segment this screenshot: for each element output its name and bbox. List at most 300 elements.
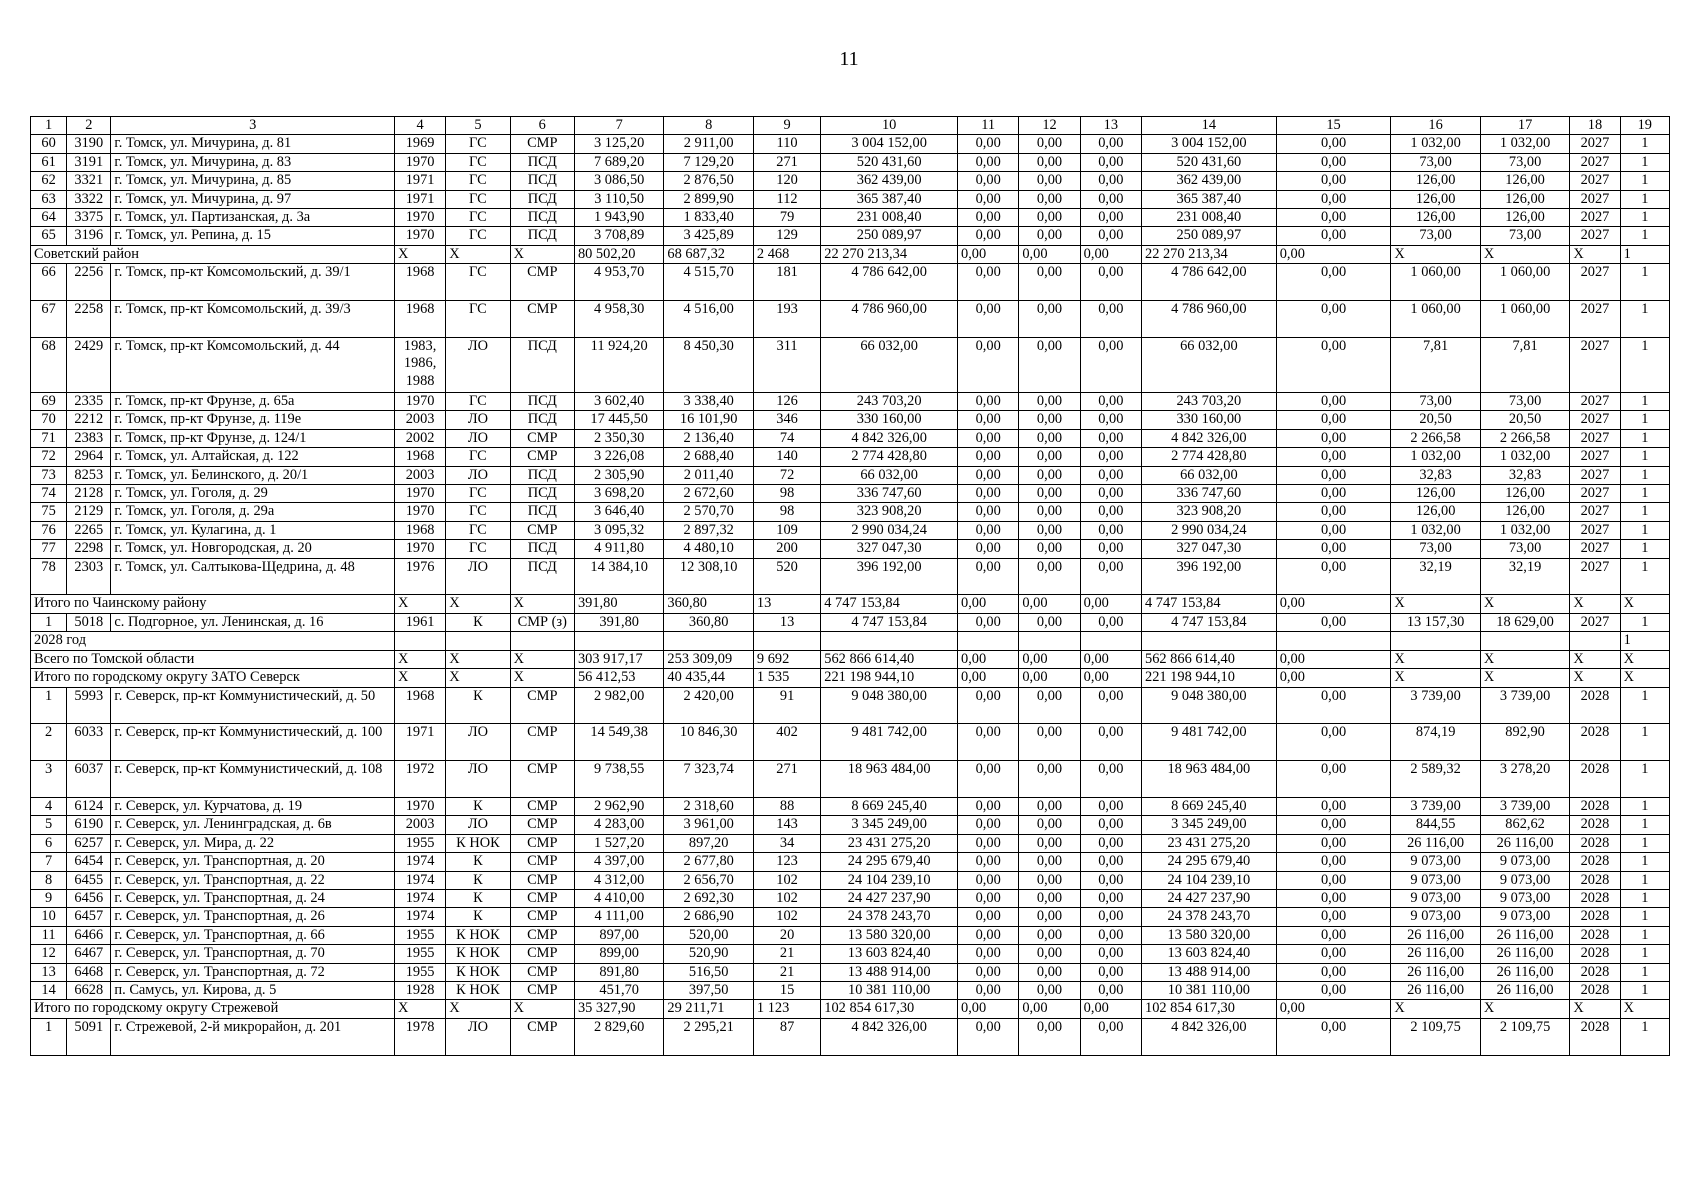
table-cell: 0,00 [958, 650, 1019, 668]
subtotal-row [31, 595, 1670, 613]
address-cell: с. Подгорное, ул. Ленинская, д. 16 [111, 613, 395, 631]
table-cell: 32,83 [1391, 466, 1480, 484]
table-cell: 0,00 [1019, 190, 1080, 208]
address-cell: г. Томск, пр-кт Фрунзе, д. 124/1 [111, 429, 395, 447]
table-cell: 2 656,70 [664, 871, 753, 889]
table-cell: 0,00 [1276, 485, 1391, 503]
table-cell: 3 095,32 [574, 521, 663, 539]
table-cell: 73,00 [1480, 227, 1569, 245]
table-cell: 1 032,00 [1480, 448, 1569, 466]
table-cell: 13 603 824,40 [1142, 945, 1277, 963]
table-cell: X [394, 595, 445, 613]
table-cell: 71 [31, 429, 67, 447]
table-cell: 75 [31, 503, 67, 521]
empty-cell [1480, 632, 1569, 650]
table-cell: 0,00 [1019, 209, 1080, 227]
table-cell: 21 [753, 945, 820, 963]
table-cell: 2 899,90 [664, 190, 753, 208]
table-cell: 73,00 [1480, 153, 1569, 171]
table-cell: 3196 [67, 227, 111, 245]
table-cell: 0,00 [1080, 172, 1141, 190]
table-cell: 0,00 [1019, 816, 1080, 834]
table-cell: ЛО [446, 816, 510, 834]
table-cell: 4 786 960,00 [1142, 301, 1277, 338]
table-cell: 2027 [1570, 393, 1620, 411]
table-cell: 2383 [67, 429, 111, 447]
table-cell: 0,00 [1019, 889, 1080, 907]
table-cell: 2298 [67, 540, 111, 558]
table-cell: 897,20 [664, 834, 753, 852]
table-cell: 66 032,00 [821, 466, 958, 484]
table-cell: 91 [753, 687, 820, 724]
table-row [31, 227, 1670, 245]
table-cell: 72 [753, 466, 820, 484]
table-cell: 63 [31, 190, 67, 208]
table-cell: 1 [1620, 908, 1669, 926]
table-cell: 3 110,50 [574, 190, 663, 208]
table-cell: 2 962,90 [574, 797, 663, 815]
table-cell: 250 089,97 [821, 227, 958, 245]
table-cell: 88 [753, 797, 820, 815]
table-cell: 6628 [67, 981, 111, 999]
table-cell: ГС [446, 135, 510, 153]
table-cell: 3 [31, 761, 67, 798]
table-cell: 1968 [394, 448, 445, 466]
table-cell: 24 427 237,90 [821, 889, 958, 907]
table-cell: 0,00 [958, 558, 1019, 595]
table-cell: 0,00 [1276, 245, 1391, 263]
table-cell: 0,00 [958, 429, 1019, 447]
table-cell: X [1480, 1000, 1569, 1018]
table-cell: 0,00 [1276, 337, 1391, 392]
table-cell: 2027 [1570, 613, 1620, 631]
table-cell: 26 116,00 [1391, 926, 1480, 944]
table-cell: 0,00 [1019, 245, 1080, 263]
table-cell: 1 [1620, 853, 1669, 871]
table-cell: 34 [753, 834, 820, 852]
table-cell: 1 527,20 [574, 834, 663, 852]
table-cell: 110 [753, 135, 820, 153]
table-cell: 0,00 [1019, 485, 1080, 503]
table-cell: СМР [510, 871, 574, 889]
table-cell: 77 [31, 540, 67, 558]
table-cell: 0,00 [1019, 521, 1080, 539]
table-cell: ЛО [446, 761, 510, 798]
table-cell: 24 295 679,40 [821, 853, 958, 871]
table-cell: 3 646,40 [574, 503, 663, 521]
repair-program-table [30, 116, 1670, 1056]
table-cell: 126,00 [1480, 209, 1569, 227]
table-cell: 1976 [394, 558, 445, 595]
table-cell: 0,00 [958, 834, 1019, 852]
table-cell: 9 073,00 [1480, 853, 1569, 871]
empty-cell [1276, 632, 1391, 650]
table-cell: 336 747,60 [1142, 485, 1277, 503]
table-cell: ЛО [446, 411, 510, 429]
table-cell: 1 [1620, 797, 1669, 815]
table-cell: 18 963 484,00 [1142, 761, 1277, 798]
table-cell: ПСД [510, 540, 574, 558]
table-cell: 2 136,40 [664, 429, 753, 447]
table-cell: 21 [753, 963, 820, 981]
table-cell: 0,00 [1276, 172, 1391, 190]
table-cell: 2028 [1570, 724, 1620, 761]
table-cell: 0,00 [1276, 963, 1391, 981]
table-cell: 1 [1620, 485, 1669, 503]
table-body [31, 117, 1670, 1056]
table-cell: 0,00 [1019, 172, 1080, 190]
table-cell: 0,00 [1080, 981, 1141, 999]
table-cell: X [1480, 595, 1569, 613]
table-cell: 4 410,00 [574, 889, 663, 907]
table-cell: 1 535 [753, 669, 820, 687]
table-cell: 1 [1620, 264, 1669, 301]
table-cell: 3 602,40 [574, 393, 663, 411]
table-cell: ПСД [510, 485, 574, 503]
table-cell: 0,00 [1276, 521, 1391, 539]
table-cell: 2027 [1570, 448, 1620, 466]
table-cell: 1970 [394, 209, 445, 227]
table-cell: ПСД [510, 153, 574, 171]
table-cell: 1 [1620, 945, 1669, 963]
table-cell: 4 312,00 [574, 871, 663, 889]
table-cell: 1 032,00 [1480, 135, 1569, 153]
table-cell: 1 [1620, 448, 1669, 466]
table-cell: 0,00 [1080, 558, 1141, 595]
page-number: 11 [839, 48, 859, 70]
table-cell: 516,50 [664, 963, 753, 981]
table-row [31, 485, 1670, 503]
table-cell: 11 [31, 926, 67, 944]
table-cell: X [1570, 1000, 1620, 1018]
table-cell: 562 866 614,40 [1142, 650, 1277, 668]
table-cell: 0,00 [1080, 393, 1141, 411]
table-cell: 73 [31, 466, 67, 484]
table-cell: 0,00 [1276, 595, 1391, 613]
table-cell: 16 101,90 [664, 411, 753, 429]
table-cell: 2 692,30 [664, 889, 753, 907]
table-cell: 2 911,00 [664, 135, 753, 153]
table-row [31, 963, 1670, 981]
table-cell: 0,00 [958, 595, 1019, 613]
table-cell: СМР [510, 945, 574, 963]
table-cell: 0,00 [958, 724, 1019, 761]
table-cell: 102 854 617,30 [1142, 1000, 1277, 1018]
table-cell: 0,00 [1019, 1000, 1080, 1018]
table-cell: 0,00 [1080, 411, 1141, 429]
table-cell: 1970 [394, 153, 445, 171]
table-cell: 862,62 [1480, 816, 1569, 834]
table-cell: 24 104 239,10 [1142, 871, 1277, 889]
table-cell: 2003 [394, 411, 445, 429]
table-row [31, 466, 1670, 484]
table-cell: 15 [753, 981, 820, 999]
table-cell: 1 [1620, 503, 1669, 521]
column-header: 15 [1276, 117, 1391, 135]
table-cell: 1970 [394, 797, 445, 815]
table-cell: 0,00 [958, 209, 1019, 227]
column-header: 7 [574, 117, 663, 135]
table-cell: 2028 [1570, 853, 1620, 871]
table-cell: 0,00 [1276, 466, 1391, 484]
table-cell: 250 089,97 [1142, 227, 1277, 245]
table-cell: 1970 [394, 485, 445, 503]
column-header: 9 [753, 117, 820, 135]
table-cell: 0,00 [1019, 650, 1080, 668]
table-cell: 73,00 [1391, 393, 1480, 411]
table-row [31, 926, 1670, 944]
table-cell: 0,00 [958, 981, 1019, 999]
table-cell: ПСД [510, 190, 574, 208]
column-header: 14 [1142, 117, 1277, 135]
table-row [31, 816, 1670, 834]
table-cell: 0,00 [1080, 816, 1141, 834]
table-cell: 1 [1620, 834, 1669, 852]
address-cell: г. Томск, пр-кт Комсомольский, д. 39/1 [111, 264, 395, 301]
column-header: 3 [111, 117, 395, 135]
table-cell: 2028 [1570, 761, 1620, 798]
table-cell: СМР [510, 926, 574, 944]
address-cell: г. Томск, ул. Гоголя, д. 29а [111, 503, 395, 521]
table-cell: X [1391, 245, 1480, 263]
table-cell: 102 [753, 871, 820, 889]
column-header: 19 [1620, 117, 1669, 135]
table-cell: ГС [446, 521, 510, 539]
table-cell: 0,00 [1019, 301, 1080, 338]
table-cell: 0,00 [958, 797, 1019, 815]
empty-cell [753, 632, 820, 650]
table-cell: 35 327,90 [574, 1000, 663, 1018]
table-cell: 396 192,00 [821, 558, 958, 595]
table-cell: СМР [510, 908, 574, 926]
table-cell: 0,00 [1080, 724, 1141, 761]
table-cell: 102 [753, 908, 820, 926]
table-cell: СМР [510, 429, 574, 447]
table-cell: 1969 [394, 135, 445, 153]
subtotal-label: Итого по городскому округу ЗАТО Северск [31, 669, 395, 687]
table-cell: ЛО [446, 337, 510, 392]
table-cell: 2256 [67, 264, 111, 301]
table-cell: 9 481 742,00 [821, 724, 958, 761]
table-cell: К [446, 797, 510, 815]
table-cell: X [1391, 1000, 1480, 1018]
table-cell: 0,00 [1080, 245, 1141, 263]
table-cell: 0,00 [1019, 558, 1080, 595]
table-cell: 0,00 [958, 853, 1019, 871]
table-cell: 2027 [1570, 301, 1620, 338]
table-cell: СМР (з) [510, 613, 574, 631]
table-row [31, 889, 1670, 907]
table-cell: 1 123 [753, 1000, 820, 1018]
table-cell: СМР [510, 761, 574, 798]
table-cell: ПСД [510, 393, 574, 411]
table-cell: 79 [753, 209, 820, 227]
table-cell: 0,00 [1080, 540, 1141, 558]
table-cell: 0,00 [1276, 908, 1391, 926]
table-cell: 0,00 [1080, 669, 1141, 687]
table-cell: К [446, 908, 510, 926]
table-cell: 4 397,00 [574, 853, 663, 871]
table-cell: 0,00 [1080, 429, 1141, 447]
table-cell: 9 692 [753, 650, 820, 668]
table-cell: X [394, 245, 445, 263]
table-cell: 1970 [394, 540, 445, 558]
table-cell: X [1620, 669, 1669, 687]
table-cell: 1971 [394, 190, 445, 208]
table-cell: 1 032,00 [1391, 521, 1480, 539]
table-cell: 0,00 [958, 393, 1019, 411]
table-cell: 0,00 [1080, 871, 1141, 889]
table-cell: 1928 [394, 981, 445, 999]
table-cell: 9 073,00 [1480, 871, 1569, 889]
table-cell: 68 687,32 [664, 245, 753, 263]
table-cell: 243 703,20 [821, 393, 958, 411]
table-row [31, 190, 1670, 208]
table-cell: 24 427 237,90 [1142, 889, 1277, 907]
table-cell: 0,00 [1019, 945, 1080, 963]
table-cell: 0,00 [1080, 613, 1141, 631]
table-cell: 0,00 [1019, 908, 1080, 926]
address-cell: г. Северск, ул. Транспортная, д. 66 [111, 926, 395, 944]
table-cell: 32,19 [1391, 558, 1480, 595]
table-cell: 0,00 [1080, 153, 1141, 171]
address-cell: г. Стрежевой, 2-й микрорайон, д. 201 [111, 1018, 395, 1055]
table-row [31, 908, 1670, 926]
table-cell: X [394, 1000, 445, 1018]
table-cell: 120 [753, 172, 820, 190]
table-cell: 13 [753, 613, 820, 631]
table-cell: 0,00 [1080, 853, 1141, 871]
table-cell: 0,00 [958, 503, 1019, 521]
subtotal-row [31, 669, 1670, 687]
table-cell: ГС [446, 190, 510, 208]
column-number-header-row [31, 117, 1670, 135]
column-header: 10 [821, 117, 958, 135]
table-cell: 26 116,00 [1480, 981, 1569, 999]
table-cell: 0,00 [958, 485, 1019, 503]
table-cell: 8 669 245,40 [821, 797, 958, 815]
table-cell: 0,00 [1080, 834, 1141, 852]
table-cell: 2 305,90 [574, 466, 663, 484]
table-cell: 109 [753, 521, 820, 539]
column-header: 18 [1570, 117, 1620, 135]
table-cell: ГС [446, 448, 510, 466]
table-cell: X [510, 595, 574, 613]
table-row [31, 687, 1670, 724]
table-cell: 0,00 [1276, 135, 1391, 153]
table-cell: 6466 [67, 926, 111, 944]
table-cell: СМР [510, 448, 574, 466]
table-cell: 2028 [1570, 981, 1620, 999]
table-cell: 1 [1620, 153, 1669, 171]
table-cell: 3 345 249,00 [821, 816, 958, 834]
table-cell: 2 295,21 [664, 1018, 753, 1055]
address-cell: г. Томск, ул. Мичурина, д. 83 [111, 153, 395, 171]
table-cell: 87 [753, 1018, 820, 1055]
table-cell: 243 703,20 [1142, 393, 1277, 411]
table-cell: СМР [510, 834, 574, 852]
table-cell: 3 739,00 [1480, 687, 1569, 724]
table-cell: 126,00 [1480, 485, 1569, 503]
table-cell: 0,00 [1276, 613, 1391, 631]
table-cell: X [1480, 245, 1569, 263]
table-cell: 1 [1620, 926, 1669, 944]
table-cell: 892,90 [1480, 724, 1569, 761]
table-cell: 0,00 [1019, 871, 1080, 889]
table-cell: X [446, 1000, 510, 1018]
table-cell: 4 747 153,84 [1142, 595, 1277, 613]
address-cell: г. Северск, ул. Мира, д. 22 [111, 834, 395, 852]
table-cell: 126,00 [1391, 172, 1480, 190]
table-cell: 1 [1620, 981, 1669, 999]
table-cell: 140 [753, 448, 820, 466]
table-cell: 0,00 [958, 227, 1019, 245]
table-cell: 4 911,80 [574, 540, 663, 558]
table-cell: 0,00 [958, 172, 1019, 190]
table-cell: СМР [510, 687, 574, 724]
table-cell: 1 833,40 [664, 209, 753, 227]
table-cell: 7,81 [1480, 337, 1569, 392]
table-cell: ГС [446, 264, 510, 301]
table-cell: X [1570, 669, 1620, 687]
empty-cell [821, 632, 958, 650]
table-cell: 0,00 [958, 908, 1019, 926]
table-cell: 6457 [67, 908, 111, 926]
table-cell: СМР [510, 853, 574, 871]
table-cell: 1968 [394, 264, 445, 301]
table-cell: 4 515,70 [664, 264, 753, 301]
table-cell: 0,00 [1019, 724, 1080, 761]
table-cell: 1961 [394, 613, 445, 631]
table-cell: 2027 [1570, 227, 1620, 245]
table-cell: 844,55 [1391, 816, 1480, 834]
table-cell: 0,00 [958, 540, 1019, 558]
address-cell: г. Северск, пр-кт Коммунистический, д. 50 [111, 687, 395, 724]
table-cell: 360,80 [664, 595, 753, 613]
table-cell: 2 982,00 [574, 687, 663, 724]
table-cell: 391,80 [574, 613, 663, 631]
table-cell: 2003 [394, 816, 445, 834]
table-cell: 74 [31, 485, 67, 503]
table-cell: 0,00 [1080, 209, 1141, 227]
table-cell: 2 876,50 [664, 172, 753, 190]
table-cell: 3 739,00 [1480, 797, 1569, 815]
table-row [31, 209, 1670, 227]
table-cell: ЛО [446, 429, 510, 447]
table-cell: 18 629,00 [1480, 613, 1569, 631]
table-cell: 0,00 [1080, 889, 1141, 907]
table-cell: 3375 [67, 209, 111, 227]
table-cell: 0,00 [1019, 448, 1080, 466]
table-cell: 0,00 [1276, 429, 1391, 447]
table-cell: 73,00 [1480, 393, 1569, 411]
table-cell: 365 387,40 [1142, 190, 1277, 208]
table-cell: X [510, 669, 574, 687]
table-cell: 13 [31, 963, 67, 981]
table-cell: 73,00 [1480, 540, 1569, 558]
table-cell: 0,00 [1080, 503, 1141, 521]
table-cell: X [510, 650, 574, 668]
table-cell: 874,19 [1391, 724, 1480, 761]
table-cell: ГС [446, 153, 510, 171]
table-cell: 6257 [67, 834, 111, 852]
table-cell: 0,00 [1276, 153, 1391, 171]
table-row [31, 393, 1670, 411]
table-cell: 1 943,90 [574, 209, 663, 227]
table-cell: X [1620, 1000, 1669, 1018]
table-cell: 4 842 326,00 [1142, 429, 1277, 447]
table-cell: 0,00 [1019, 669, 1080, 687]
